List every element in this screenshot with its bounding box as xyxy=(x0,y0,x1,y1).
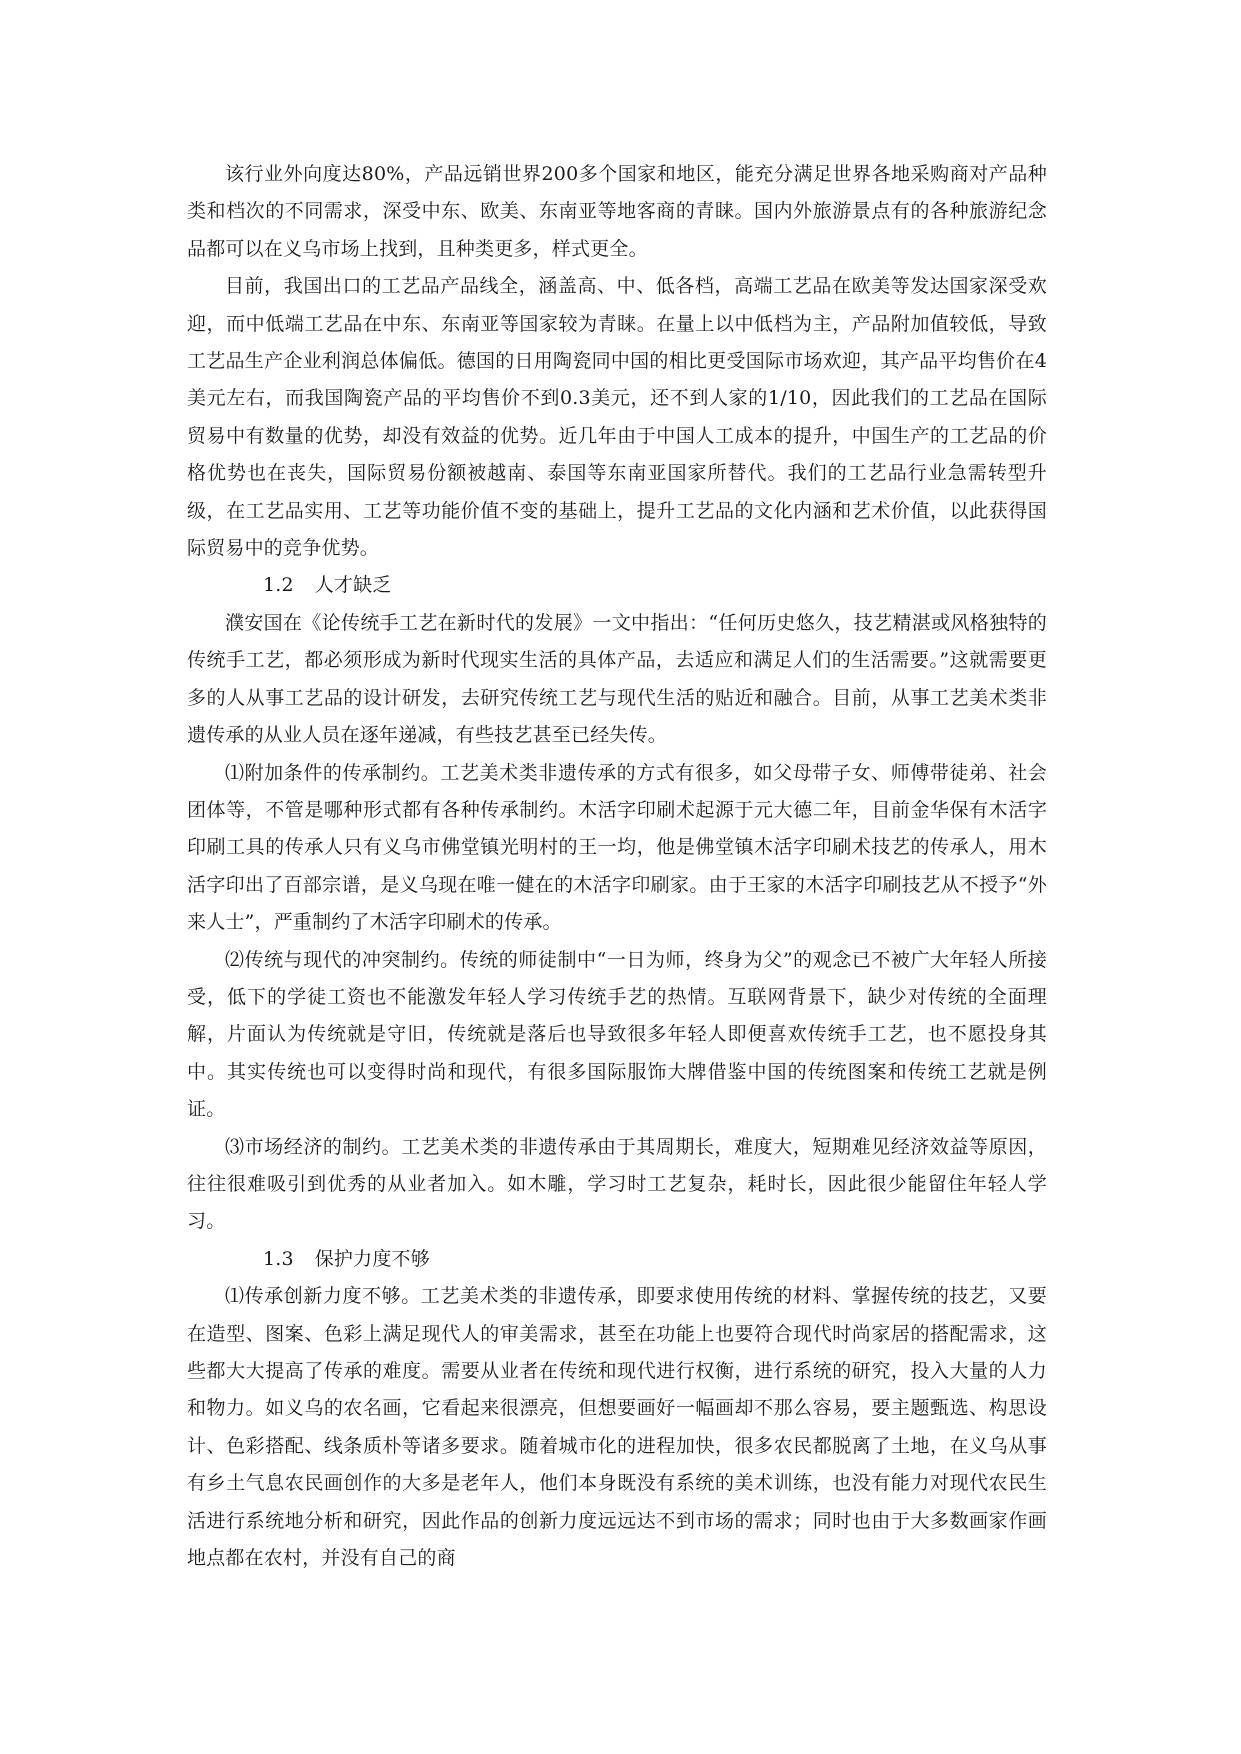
paragraph-tradition-modern-conflict: ⑵传统与现代的冲突制约。传统的师徒制中“一日为师，终身为父”的观念已不被广大年轻人所接受，低下的学徒工资也不能激发年轻人学习传统手艺的热情。互联网背景下，缺少对传统的全面理解，片面认为传统就是守旧，传统就是落后也导致很多年轻人即便喜欢传统手工艺，也不愿投身其中。其实传统也可以变得时尚和现代，有很多国际服饰大牌借鉴中国的传统图案和传统工艺就是例证。 xyxy=(187,948,1047,1121)
paragraph-innovation-insufficient: ⑴传承创新力度不够。工艺美术类的非遗传承，即要求使用传统的材料、掌握传统的技艺，又要在造型、图案、色彩上满足现代人的审美需求，甚至在功能上也要符合现代时尚家居的搭配需求，这些都大大提高了传承的难度。需要从业者在传统和现代进行权衡，进行系统的研究，投入大量的人力和物力。如义乌的农名画，它看起来很漂亮，但想要画好一幅画却不那么容易，要主题甄选、构思设计、色彩搭配、线条质朴等诸多要求。随着城市化的进程加快，很多农民都脱离了土地，在义乌从事有乡土气息农民画创作的大多是老年人，他们本身既没有系统的美术训练，也没有能力对现代农民生活进行系统地分析和研究，因此作品的创新力度远远达不到市场的需求；同时也由于大多数画家作画地点都在农村，并没有自己的商 xyxy=(187,1285,1047,1570)
paragraph-inheritance-constraint: ⑴附加条件的传承制约。工艺美术类非遗传承的方式有很多，如父母带子女、师傅带徒弟、社会团体等，不管是哪种形式都有各种传承制约。木活字印刷术起源于元大德二年，目前金华保有木活字印刷工具的传承人只有义乌市佛堂镇光明村的王一均，他是佛堂镇木活字印刷术技艺的传承人，用木活字印出了百部宗谱，是义乌现在唯一健在的木活字印刷家。由于王家的木活字印刷技艺从不授予“外来人士”，严重制约了木活字印刷术的传承。 xyxy=(187,761,1047,934)
document-body xyxy=(187,156,1047,1577)
section-heading-1-3 xyxy=(187,1241,1047,1278)
section-heading-1-2 xyxy=(187,567,1047,604)
paragraph-market-constraint: ⑶市场经济的制约。工艺美术类的非遗传承由于其周期长，难度大，短期难见经济效益等原因，往往很难吸引到优秀的从业者加入。如木雕，学习时工艺复杂，耗时长，因此很少能留住年轻人学习。 xyxy=(187,1135,1047,1233)
paragraph-talent-shortage: 濮安国在《论传统手工艺在新时代的发展》一文中指出：“任何历史悠久，技艺精湛或风格独特的传统手工艺，都必须形成为新时代现实生活的具体产品，去适应和满足人们的生活需要。”这就需要更多的人从事工艺品的设计研发，去研究传统工艺与现代生活的贴近和融合。目前，从事工艺美术类非遗传承的从业人员在逐年递减，有些技艺甚至已经失传。 xyxy=(187,611,1047,747)
paragraph-export-status: 目前，我国出口的工艺品产品线全，涵盖高、中、低各档，高端工艺品在欧美等发达国家深受欢迎，而中低端工艺品在中东、东南亚等国家较为青睐。在量上以中低档为主，产品附加值较低，导致工艺品生产企业利润总体偏低。德国的日用陶瓷同中国的相比更受国际市场欢迎，其产品平均售价在4美元左右，而我国陶瓷产品的平均售价不到0.3美元，还不到人家的1/10，因此我们的工艺品在国际贸易中有数量的优势，却没有效益的优势。近几年由于中国人工成本的提升，中国生产的工艺品的价格优势也在丧失，国际贸易份额被越南、泰国等东南亚国家所替代。我们的工艺品行业急需转型升级，在工艺品实用、工艺等功能价值不变的基础上，提升工艺品的文化内涵和艺术价值，以此获得国际贸易中的竞争优势。 xyxy=(187,275,1047,560)
paragraph-export-ratio: 该行业外向度达80%，产品远销世界200多个国家和地区，能充分满足世界各地采购商对产品种类和档次的不同需求，深受中东、欧美、东南亚等地客商的青睐。国内外旅游景点有的各种旅游纪念品都可以在义乌市场上找到，且种类更多，样式更全。 xyxy=(187,163,1047,260)
section-title: 人才缺乏 xyxy=(314,574,392,597)
section-number: 1.3 xyxy=(263,1247,294,1270)
section-title: 保护力度不够 xyxy=(314,1247,430,1270)
section-number: 1.2 xyxy=(263,574,294,597)
